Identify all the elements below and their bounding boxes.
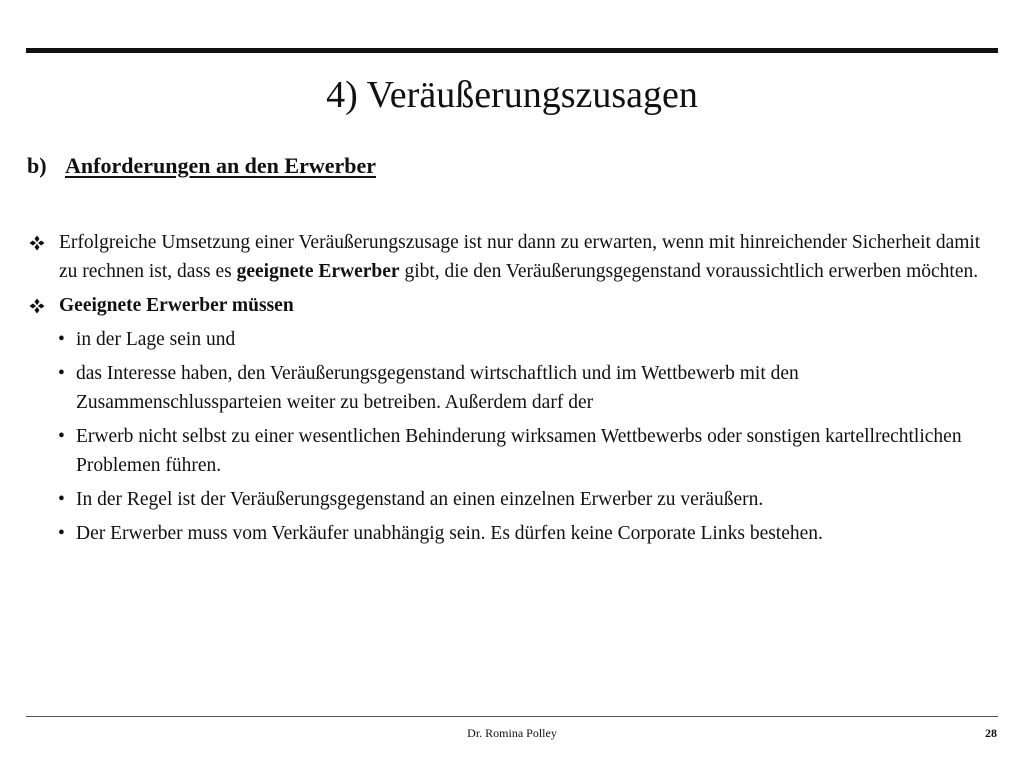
top-divider [26,48,998,53]
footer-divider [26,716,998,717]
bullet-dot: • [58,489,65,510]
bullet-dot: • [58,363,65,384]
point-item [27,291,997,320]
footer-author: Dr. Romina Polley [467,726,557,740]
bullet-dot: • [58,329,65,350]
list-item [58,325,997,354]
subheading-label: Anforderungen an den Erwerber [65,153,377,178]
bullet-list [58,325,997,548]
point-text: Erfolgreiche Umsetzung einer Veräußerungszusage ist nur dann zu erwarten, wenn mit hinreichender Sicherheit damit zu rechnen ist, dass es [59,232,981,282]
bullet-text: Der Erwerber muss vom Verkäufer unabhängig sein. Es dürfen keine Corporate Links bestehen. [76,523,823,544]
page-number: 28 [985,726,997,740]
slide-title: 4) Veräußerungszusagen [326,74,698,116]
point-text: gibt, die den Veräußerungsgegenstand voraussichtlich erwerben möchten. [399,261,979,282]
four-diamond-icon [29,298,45,314]
list-item [58,422,997,480]
slide-content [27,228,997,553]
subheading-marker: b) [27,153,47,178]
bullet-text: In der Regel ist der Veräußerungsgegenstand an einen einzelnen Erwerber zu veräußern. [76,489,764,510]
bullet-text: Erwerb nicht selbst zu einer wesentlichen Behinderung wirksamen Wettbewerbs oder sonstigen kartellrechtlichen Problemen führen. [76,426,962,476]
point-item [27,228,997,286]
list-item [58,485,997,514]
bullet-dot: • [58,426,65,447]
bullet-dot: • [58,523,65,544]
bullet-text: in der Lage sein und [76,329,236,350]
list-item [58,519,997,548]
point-text-bold: geeignete Erwerber [236,261,400,282]
subheading [27,150,376,182]
bullet-text: das Interesse haben, den Veräußerungsgegenstand wirtschaftlich und im Wettbewerb mit den Zusammenschlussparteien weiter zu betreiben. Außerdem darf der [76,363,799,413]
list-item [58,359,997,417]
point-text-bold: Geeignete Erwerber müssen [59,295,294,316]
four-diamond-icon [29,235,45,251]
